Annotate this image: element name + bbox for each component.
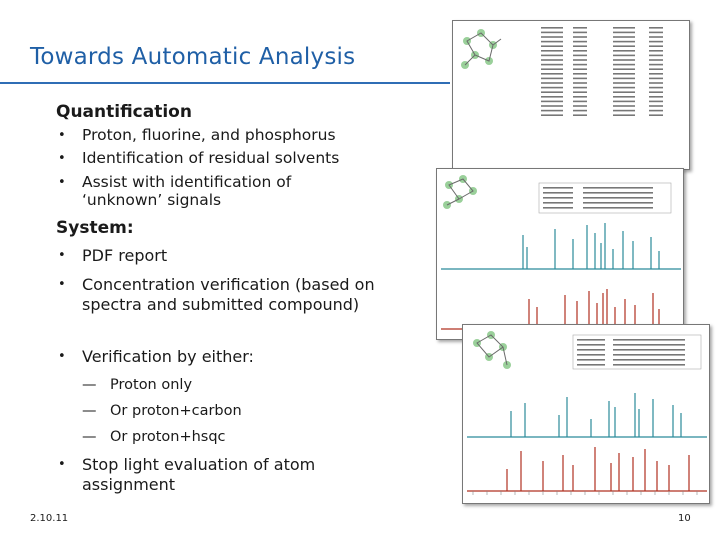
system-item-stop-light: Stop light evaluation of atom assignment	[82, 455, 316, 494]
text-line	[613, 73, 635, 75]
text-line	[613, 41, 635, 43]
report-thumbnail-table	[452, 20, 690, 170]
text-line	[613, 344, 685, 346]
text-line	[577, 339, 605, 341]
sub-list-item	[82, 376, 192, 394]
text-line	[573, 91, 587, 93]
text-line	[573, 87, 587, 89]
quantification-item-2: Identification of residual solvents	[82, 149, 340, 167]
report-thumbnail-spectra-1	[436, 168, 684, 340]
quantification-item-3: Assist with identification of ‘unknown’ signals	[82, 173, 292, 209]
text-line	[649, 96, 663, 98]
list-item	[58, 347, 412, 367]
text-line	[613, 96, 635, 98]
page-number: 10	[678, 513, 691, 524]
text-line	[649, 110, 663, 112]
dash-icon: —	[82, 377, 97, 393]
text-line	[573, 41, 587, 43]
text-line	[577, 344, 605, 346]
text-line	[613, 110, 635, 112]
text-line	[613, 114, 635, 116]
text-line	[573, 50, 587, 52]
text-line	[573, 96, 587, 98]
text-line	[649, 68, 663, 70]
text-line	[613, 101, 635, 103]
text-line	[613, 349, 685, 351]
text-line	[613, 27, 635, 29]
text-line	[583, 192, 653, 194]
system-item-pdf-report: PDF report	[82, 246, 168, 265]
text-line	[613, 354, 685, 356]
dash-icon: —	[82, 403, 97, 419]
spectra-graphic-1	[437, 169, 685, 341]
system-item-verification: Verification by either:	[82, 347, 254, 366]
text-line	[649, 45, 663, 47]
bullet-icon: •	[58, 277, 66, 292]
text-line	[649, 55, 663, 57]
text-line	[573, 55, 587, 57]
text-line	[649, 27, 663, 29]
text-line	[577, 349, 605, 351]
text-line	[541, 59, 563, 61]
text-line	[541, 32, 563, 34]
report-table-graphic	[453, 21, 691, 171]
system-heading: System:	[56, 218, 134, 238]
text-line	[649, 78, 663, 80]
title-underline	[0, 82, 450, 84]
text-line	[541, 45, 563, 47]
bullet-icon: •	[58, 349, 66, 364]
sub-list-item	[82, 402, 242, 420]
text-line	[543, 202, 573, 204]
text-line	[573, 78, 587, 80]
list-item	[58, 173, 327, 209]
text-line	[613, 32, 635, 34]
text-line	[577, 359, 605, 361]
text-line	[541, 87, 563, 89]
spectrum-proton-trace	[467, 393, 707, 437]
report-thumbnail-spectra-2	[462, 324, 710, 504]
text-line	[649, 91, 663, 93]
list-item	[58, 455, 372, 495]
text-line	[613, 364, 685, 366]
text-line	[573, 101, 587, 103]
text-line	[649, 87, 663, 89]
text-line	[541, 50, 563, 52]
text-line	[541, 110, 563, 112]
text-line	[613, 91, 635, 93]
bullet-icon: •	[58, 175, 66, 190]
text-line	[613, 339, 685, 341]
text-line	[573, 59, 587, 61]
sub-list-item	[82, 428, 226, 446]
text-line	[541, 91, 563, 93]
list-item	[58, 149, 412, 169]
text-line	[577, 364, 605, 366]
text-line	[541, 68, 563, 70]
quantification-heading: Quantification	[56, 102, 192, 122]
spectrum-proton-trace	[441, 223, 681, 269]
sub-item-proton-only: Proton only	[110, 377, 193, 393]
text-line	[613, 359, 685, 361]
table-lines	[541, 27, 663, 116]
text-line	[573, 68, 587, 70]
text-line	[543, 187, 573, 189]
molecule-icon	[443, 175, 477, 209]
bullet-icon: •	[58, 128, 66, 143]
text-line	[649, 82, 663, 84]
text-line	[541, 82, 563, 84]
text-line	[541, 105, 563, 107]
text-line	[541, 96, 563, 98]
dash-icon: —	[82, 429, 97, 445]
text-line	[573, 105, 587, 107]
text-line	[541, 78, 563, 80]
text-line	[613, 68, 635, 70]
text-line	[649, 32, 663, 34]
bullet-icon: •	[58, 457, 66, 472]
text-line	[613, 82, 635, 84]
spectrum-carbon-trace	[441, 289, 681, 329]
text-line	[613, 64, 635, 66]
text-line	[583, 207, 653, 209]
list-item	[58, 126, 412, 146]
text-line	[613, 105, 635, 107]
quantification-item-1: Proton, fluorine, and phosphorus	[82, 126, 336, 144]
text-line	[577, 354, 605, 356]
spectrum-carbon-trace	[467, 447, 707, 491]
text-line	[649, 36, 663, 38]
text-line	[583, 197, 653, 199]
text-line	[573, 64, 587, 66]
text-line	[541, 101, 563, 103]
text-line	[613, 55, 635, 57]
text-line	[649, 114, 663, 116]
text-line	[649, 50, 663, 52]
bullet-icon: •	[58, 248, 66, 263]
system-item-concentration: Concentration verification (based on spectra and submitted compound)	[82, 275, 375, 314]
text-line	[573, 114, 587, 116]
list-item	[58, 275, 392, 315]
text-line	[649, 64, 663, 66]
text-line	[613, 50, 635, 52]
spectra-graphic-2	[463, 325, 711, 505]
text-line	[541, 55, 563, 57]
sub-item-proton-carbon: Or proton+carbon	[110, 403, 242, 419]
text-line	[573, 82, 587, 84]
bullet-icon: •	[58, 151, 66, 166]
text-line	[573, 110, 587, 112]
text-line	[573, 45, 587, 47]
text-line	[613, 36, 635, 38]
text-line	[543, 207, 573, 209]
sub-item-proton-hsqc: Or proton+hsqc	[110, 429, 226, 445]
text-line	[649, 59, 663, 61]
text-line	[613, 87, 635, 89]
text-line	[649, 41, 663, 43]
text-line	[649, 73, 663, 75]
molecule-icon	[461, 29, 501, 69]
slide-title: Towards Automatic Analysis	[30, 44, 356, 70]
text-line	[649, 101, 663, 103]
text-line	[541, 41, 563, 43]
text-line	[541, 27, 563, 29]
text-line	[613, 78, 635, 80]
text-line	[541, 73, 563, 75]
text-line	[613, 45, 635, 47]
text-line	[583, 202, 653, 204]
list-item	[58, 246, 412, 266]
text-line	[573, 36, 587, 38]
text-line	[541, 64, 563, 66]
text-line	[543, 197, 573, 199]
text-line	[573, 27, 587, 29]
text-line	[543, 192, 573, 194]
footer-date: 2.10.11	[30, 513, 69, 524]
text-line	[613, 59, 635, 61]
text-line	[541, 36, 563, 38]
molecule-icon	[473, 331, 511, 369]
text-line	[541, 114, 563, 116]
text-line	[573, 73, 587, 75]
text-line	[573, 32, 587, 34]
text-line	[649, 105, 663, 107]
text-line	[583, 187, 653, 189]
